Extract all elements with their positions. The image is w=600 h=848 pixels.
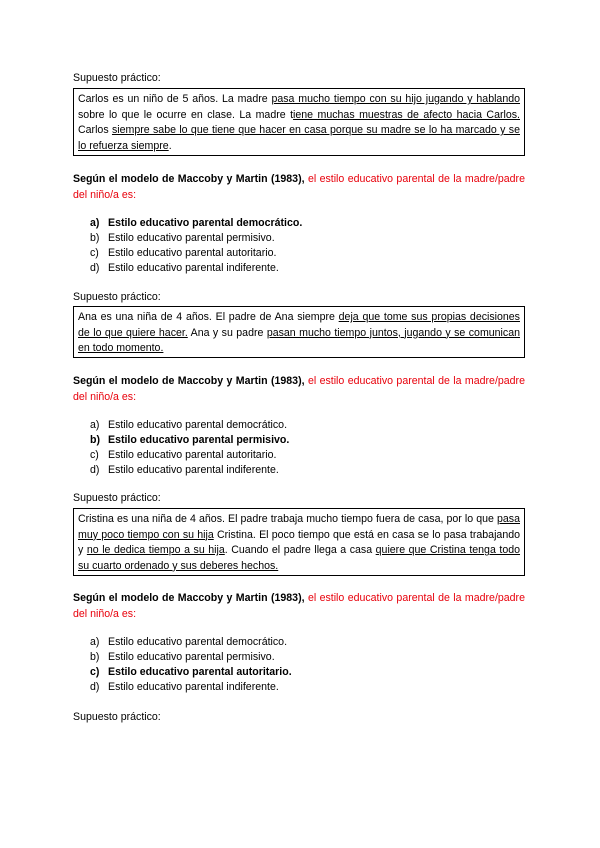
option-text: Estilo educativo parental autoritario. xyxy=(108,666,292,678)
option-letter: a) xyxy=(90,217,100,229)
answer-option xyxy=(90,650,292,665)
case-text: . Cuando el padre llega a casa xyxy=(224,544,376,557)
option-letter: c) xyxy=(90,666,100,678)
option-text: Estilo educativo parental democrático. xyxy=(108,636,288,648)
case-text: Cristina. El poco tiempo que está en casa se lo pasa trabajando y xyxy=(78,528,520,557)
case-1-label: Supuesto práctico: xyxy=(73,72,161,84)
option-letter: a) xyxy=(90,419,100,431)
option-letter: d) xyxy=(90,681,100,693)
question-model: Según el modelo de Maccoby y Martin (1983), xyxy=(73,173,305,185)
case-2-options xyxy=(90,418,289,478)
answer-option xyxy=(90,261,302,276)
case-4-label: Supuesto práctico: xyxy=(73,711,161,723)
option-text: Estilo educativo parental democrático. xyxy=(108,419,288,431)
answer-option xyxy=(90,433,289,448)
case-2-question xyxy=(73,374,525,405)
option-text: Estilo educativo parental permisivo. xyxy=(108,434,290,446)
option-text: Estilo educativo parental indiferente. xyxy=(108,464,279,476)
answer-option xyxy=(90,448,289,463)
answer-option xyxy=(90,680,292,695)
case-1-box xyxy=(73,88,525,156)
case-2-box xyxy=(73,306,525,358)
option-letter: b) xyxy=(90,434,100,446)
option-text: Estilo educativo parental democrático. xyxy=(108,217,303,229)
case-text: Carlos es un niño de 5 años. La madre xyxy=(78,93,272,105)
answer-option xyxy=(90,463,289,478)
underlined-text: no le dedica tiempo a su hija xyxy=(86,544,225,557)
answer-option xyxy=(90,231,302,246)
option-text: Estilo educativo parental permisivo. xyxy=(108,232,275,244)
question-model: Según el modelo de Maccoby y Martin (1983), xyxy=(73,592,305,604)
option-letter: b) xyxy=(90,232,100,244)
option-letter: d) xyxy=(90,262,100,274)
option-letter: c) xyxy=(90,449,99,461)
option-letter: c) xyxy=(90,247,99,259)
underlined-text: siempre sabe lo que tiene que hacer en casa porque su madre se lo ha marcado y se lo refuerza siempre xyxy=(78,124,520,152)
underlined-text: quiere que Cristina tenga todo su cuarto ordenado y sus deberes hechos. xyxy=(78,544,521,572)
case-text: Cristina es una niña de 4 años. El padre trabaja mucho tiempo fuera de casa, por lo que xyxy=(78,513,498,525)
question-prompt: el estilo educativo parental de la madre/padre del niño/a es: xyxy=(73,173,525,201)
option-text: Estilo educativo parental autoritario. xyxy=(108,247,277,259)
question-prompt: el estilo educativo parental de la madre/padre del niño/a es: xyxy=(73,375,525,403)
answer-option xyxy=(90,665,292,680)
case-text: . xyxy=(168,139,172,152)
underlined-text: iene muchas muestras de afecto hacia Carlos. xyxy=(293,108,520,121)
option-letter: a) xyxy=(90,636,100,648)
case-1-question xyxy=(73,172,525,203)
option-text: Estilo educativo parental indiferente. xyxy=(108,681,279,693)
case-3-options xyxy=(90,635,292,695)
case-text: Ana es una niña de 4 años. El padre de Ana siempre xyxy=(78,311,339,323)
option-letter: b) xyxy=(90,651,100,663)
answer-option xyxy=(90,635,292,650)
answer-option xyxy=(90,216,302,231)
case-text: Ana y su padre xyxy=(187,326,267,339)
option-letter: d) xyxy=(90,464,100,476)
case-3-question xyxy=(73,591,525,622)
case-1-options xyxy=(90,216,302,276)
case-2-label: Supuesto práctico: xyxy=(73,291,161,303)
answer-option xyxy=(90,418,289,433)
case-text: Carlos xyxy=(78,124,112,137)
underlined-text: pasa mucho tiempo con su hijo jugando y hablando xyxy=(271,93,521,105)
underlined-text: pasan mucho tiempo juntos, jugando y se comunican en todo momento. xyxy=(78,326,520,355)
question-model: Según el modelo de Maccoby y Martin (1983), xyxy=(73,375,305,387)
option-text: Estilo educativo parental autoritario. xyxy=(108,449,277,461)
option-text: Estilo educativo parental permisivo. xyxy=(108,651,275,663)
case-text: sobre lo que le ocurre en clase. La madre t xyxy=(78,108,294,121)
question-prompt: el estilo educativo parental de la madre/padre del niño/a es: xyxy=(73,592,525,620)
underlined-text: deja que tome sus propias decisiones de lo que quiere hacer. xyxy=(78,311,520,339)
underlined-text: pasa muy poco tiempo con su hija xyxy=(78,513,520,541)
option-text: Estilo educativo parental indiferente. xyxy=(108,262,279,274)
case-3-label: Supuesto práctico: xyxy=(73,492,161,504)
answer-option xyxy=(90,246,302,261)
case-3-box xyxy=(73,508,525,576)
